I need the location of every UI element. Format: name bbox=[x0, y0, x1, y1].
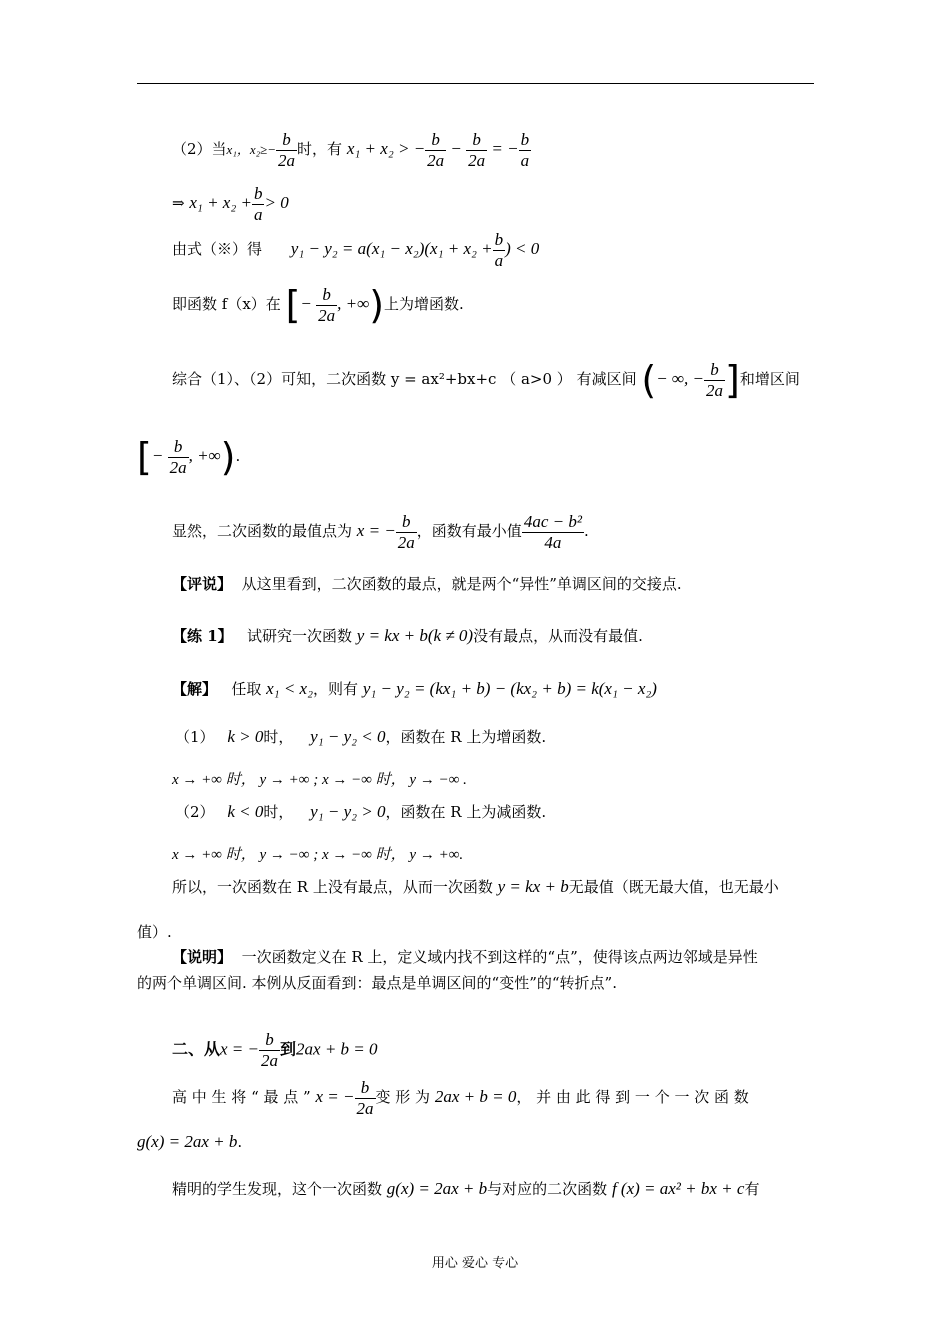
paragraph-1: 高 中 生 将 “ 最 点 ” x = − $\frac{b}{2a}$ 变 形 为 2ax + b = 0， 并 由 此 得 到 一 个 一 次 函 数 bbox=[172, 1078, 749, 1118]
line-5: 综合（1）、（2）可知，二次函数 y = ax²+bx+c （ a>0 ） 有减区间 (− ∞, − $\frac{b}{2a}$ ]和增区间 bbox=[172, 358, 800, 403]
note-line: 【说明】 一次函数定义在 R 上，定义域内找不到这样的“点”，使得该点两边邻域是异性 bbox=[172, 948, 758, 966]
line-6: [− $\frac{b}{2a}$ , +∞). bbox=[137, 435, 241, 480]
header-rule bbox=[137, 83, 814, 84]
case2-line: （2） k < 0时， y₁ − y₂ > 0，函数在 R 上为减函数. bbox=[175, 802, 547, 821]
line-3: 由式（※）得 y₁ − y₂ = a(x₁ − x₂)(x₁ + x₂ + $\frac{b}{a}$ ) < 0 bbox=[172, 230, 540, 270]
line-2: ⇒ x₁ + x₂ + $\frac{b}{a}$ > 0 bbox=[172, 184, 289, 224]
exercise-line: 【练 1】 试研究一次函数 y = kx + b(k ≠ 0)没有最点，从而没有最值. bbox=[172, 626, 643, 645]
case1-limits: x → +∞ 时， y → +∞ ; x → −∞ 时， y → −∞ . bbox=[172, 772, 467, 788]
line-7: 显然，二次函数的最值点为 x = − $\frac{b}{2a}$ ，函数有最小值 $\frac{\text{4ac − b²}}{4a}$ . bbox=[172, 512, 589, 552]
section-heading: 二、从x = − $\frac{b}{2a}$ 到2ax + b = 0 bbox=[172, 1030, 378, 1070]
paragraph-1b: g(x) = 2ax + b. bbox=[137, 1132, 243, 1151]
case1-line: （1） k > 0时， y₁ − y₂ < 0，函数在 R 上为增函数. bbox=[175, 727, 547, 746]
line-1: （2）当x₁，x₂≥− $\frac{b}{2a}$ 时，有 x₁ + x₂ > − $\frac{b}{2a}$ − $\frac{b}{2a}$ = − $\frac{b}{a}$ bbox=[172, 130, 530, 170]
comment-line: 【评说】 从这里看到，二次函数的最点，就是两个“异性”单调区间的交接点. bbox=[172, 575, 682, 593]
case2-limits: x → +∞ 时， y → −∞ ; x → −∞ 时， y → +∞. bbox=[172, 847, 464, 863]
fraction: $\frac{b}{2a}$ bbox=[278, 130, 296, 170]
conclusion-line-2: 值）. bbox=[137, 923, 172, 941]
solution-line: 【解】 任取 x₁ < x₂，则有 y₁ − y₂ = (kx₁ + b) − (kx₂ + b) = k(x₁ − x₂) bbox=[172, 679, 657, 698]
line-4: 即函数 f（x）在 [− $\frac{b}{2a}$ , +∞)上为增函数. bbox=[172, 283, 464, 328]
note-line-2: 的两个单调区间. 本例从反面看到：最点是单调区间的“变性”的“转折点”. bbox=[137, 974, 617, 992]
conclusion-line: 所以，一次函数在 R 上没有最点，从而一次函数 y = kx + b无最值（既无最大值，也无最小 bbox=[172, 877, 779, 896]
page-footer: 用心 爱心 专心 bbox=[431, 1256, 519, 1271]
paragraph-2: 精明的学生发现，这个一次函数 g(x) = 2ax + b与对应的二次函数 f (x) = ax² + bx + c有 bbox=[172, 1179, 760, 1198]
